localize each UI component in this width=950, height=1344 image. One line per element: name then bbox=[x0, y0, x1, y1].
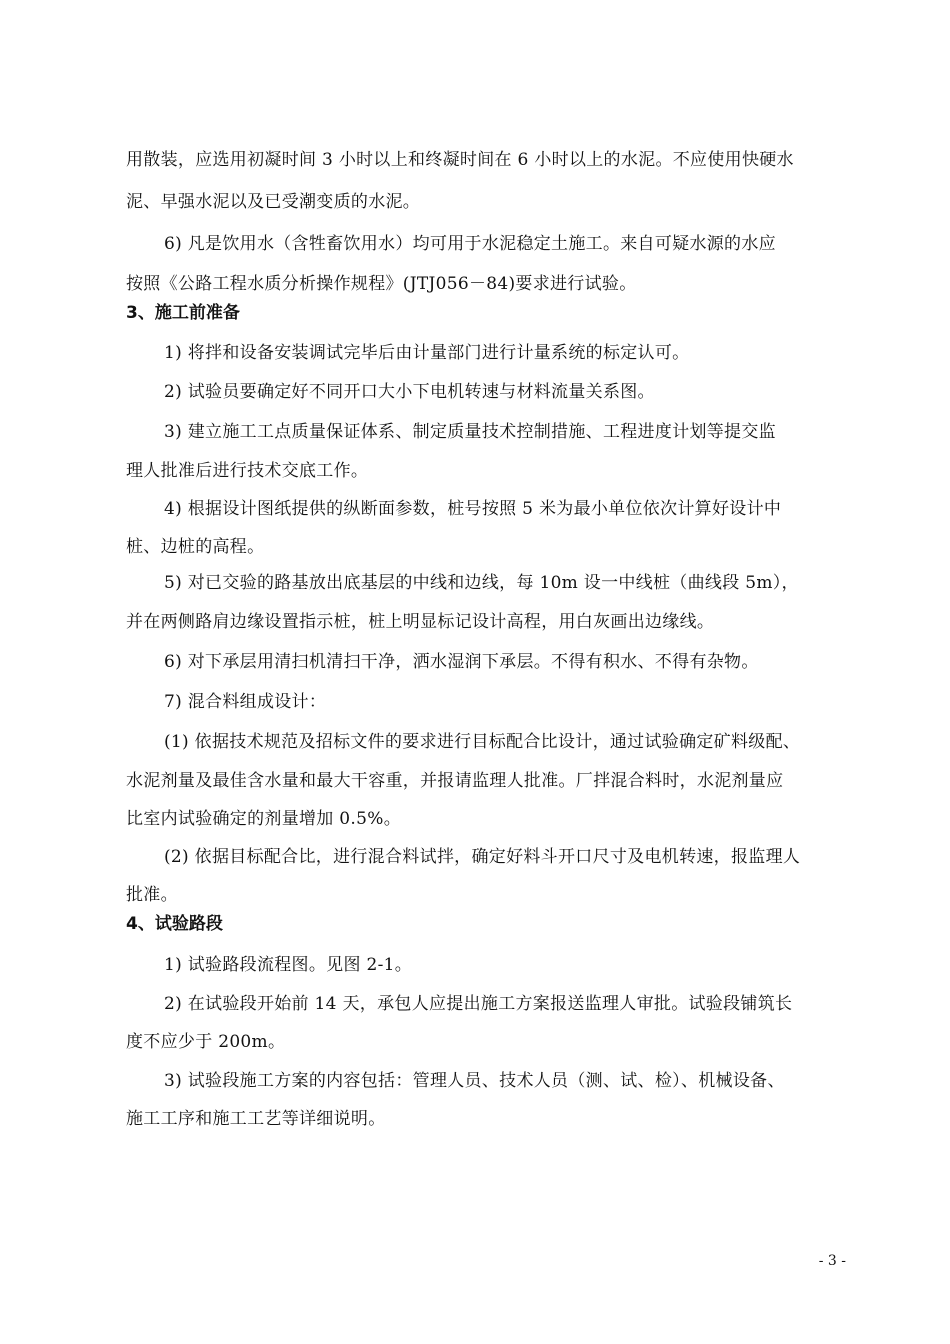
list-item: 5) 对已交验的路基放出底基层的中线和边线，每 10m 设一中线桩（曲线段 5m）， bbox=[164, 573, 799, 593]
paragraph-line: 6) 凡是饮用水（含牲畜饮用水）均可用于水泥稳定土施工。来自可疑水源的水应 bbox=[164, 234, 776, 254]
page-number: - 3 - bbox=[818, 1253, 846, 1269]
paragraph-line: 比室内试验确定的剂量增加 0.5%。 bbox=[126, 809, 401, 829]
paragraph-line: 泥、早强水泥以及已受潮变质的水泥。 bbox=[126, 192, 421, 212]
list-item: 3) 建立施工工点质量保证体系、制定质量技术控制措施、工程进度计划等提交监 bbox=[164, 422, 776, 442]
section-heading: 3、施工前准备 bbox=[126, 303, 240, 323]
list-item: 4) 根据设计图纸提供的纵断面参数，桩号按照 5 米为最小单位依次计算好设计中 bbox=[164, 499, 782, 519]
paragraph-line: 度不应少于 200m。 bbox=[126, 1032, 286, 1052]
paragraph-line: 批准。 bbox=[126, 885, 178, 905]
paragraph-line: 施工工序和施工工艺等详细说明。 bbox=[126, 1109, 386, 1129]
list-item: (2) 依据目标配合比，进行混合料试拌，确定好料斗开口尺寸及电机转速，报监理人 bbox=[164, 847, 801, 867]
paragraph-line: 水泥剂量及最佳含水量和最大干容重，并报请监理人批准。厂拌混合料时，水泥剂量应 bbox=[126, 771, 784, 791]
list-item: (1) 依据技术规范及招标文件的要求进行目标配合比设计，通过试验确定矿料级配、 bbox=[164, 732, 801, 752]
paragraph-line: 按照《公路工程水质分析操作规程》(JTJ056－84)要求进行试验。 bbox=[126, 274, 637, 294]
list-item: 2) 在试验段开始前 14 天，承包人应提出施工方案报送监理人审批。试验段铺筑长 bbox=[164, 994, 793, 1014]
section-heading: 4、试验路段 bbox=[126, 914, 223, 934]
list-item: 7) 混合料组成设计： bbox=[164, 692, 327, 712]
paragraph-line: 桩、边桩的高程。 bbox=[126, 537, 265, 557]
list-item: 2) 试验员要确定好不同开口大小下电机转速与材料流量关系图。 bbox=[164, 382, 655, 402]
list-item: 1) 试验路段流程图。见图 2-1。 bbox=[164, 955, 413, 975]
list-item: 3) 试验段施工方案的内容包括：管理人员、技术人员（测、试、检）、机械设备、 bbox=[164, 1071, 785, 1091]
paragraph-line: 理人批准后进行技术交底工作。 bbox=[126, 461, 369, 481]
list-item: 1) 将拌和设备安装调试完毕后由计量部门进行计量系统的标定认可。 bbox=[164, 343, 690, 363]
list-item: 6) 对下承层用清扫机清扫干净，洒水湿润下承层。不得有积水、不得有杂物。 bbox=[164, 652, 759, 672]
paragraph-line: 用散装，应选用初凝时间 3 小时以上和终凝时间在 6 小时以上的水泥。不应使用快硬水 bbox=[126, 150, 794, 170]
paragraph-line: 并在两侧路肩边缘设置指示桩，桩上明显标记设计高程，用白灰画出边缘线。 bbox=[126, 612, 715, 632]
